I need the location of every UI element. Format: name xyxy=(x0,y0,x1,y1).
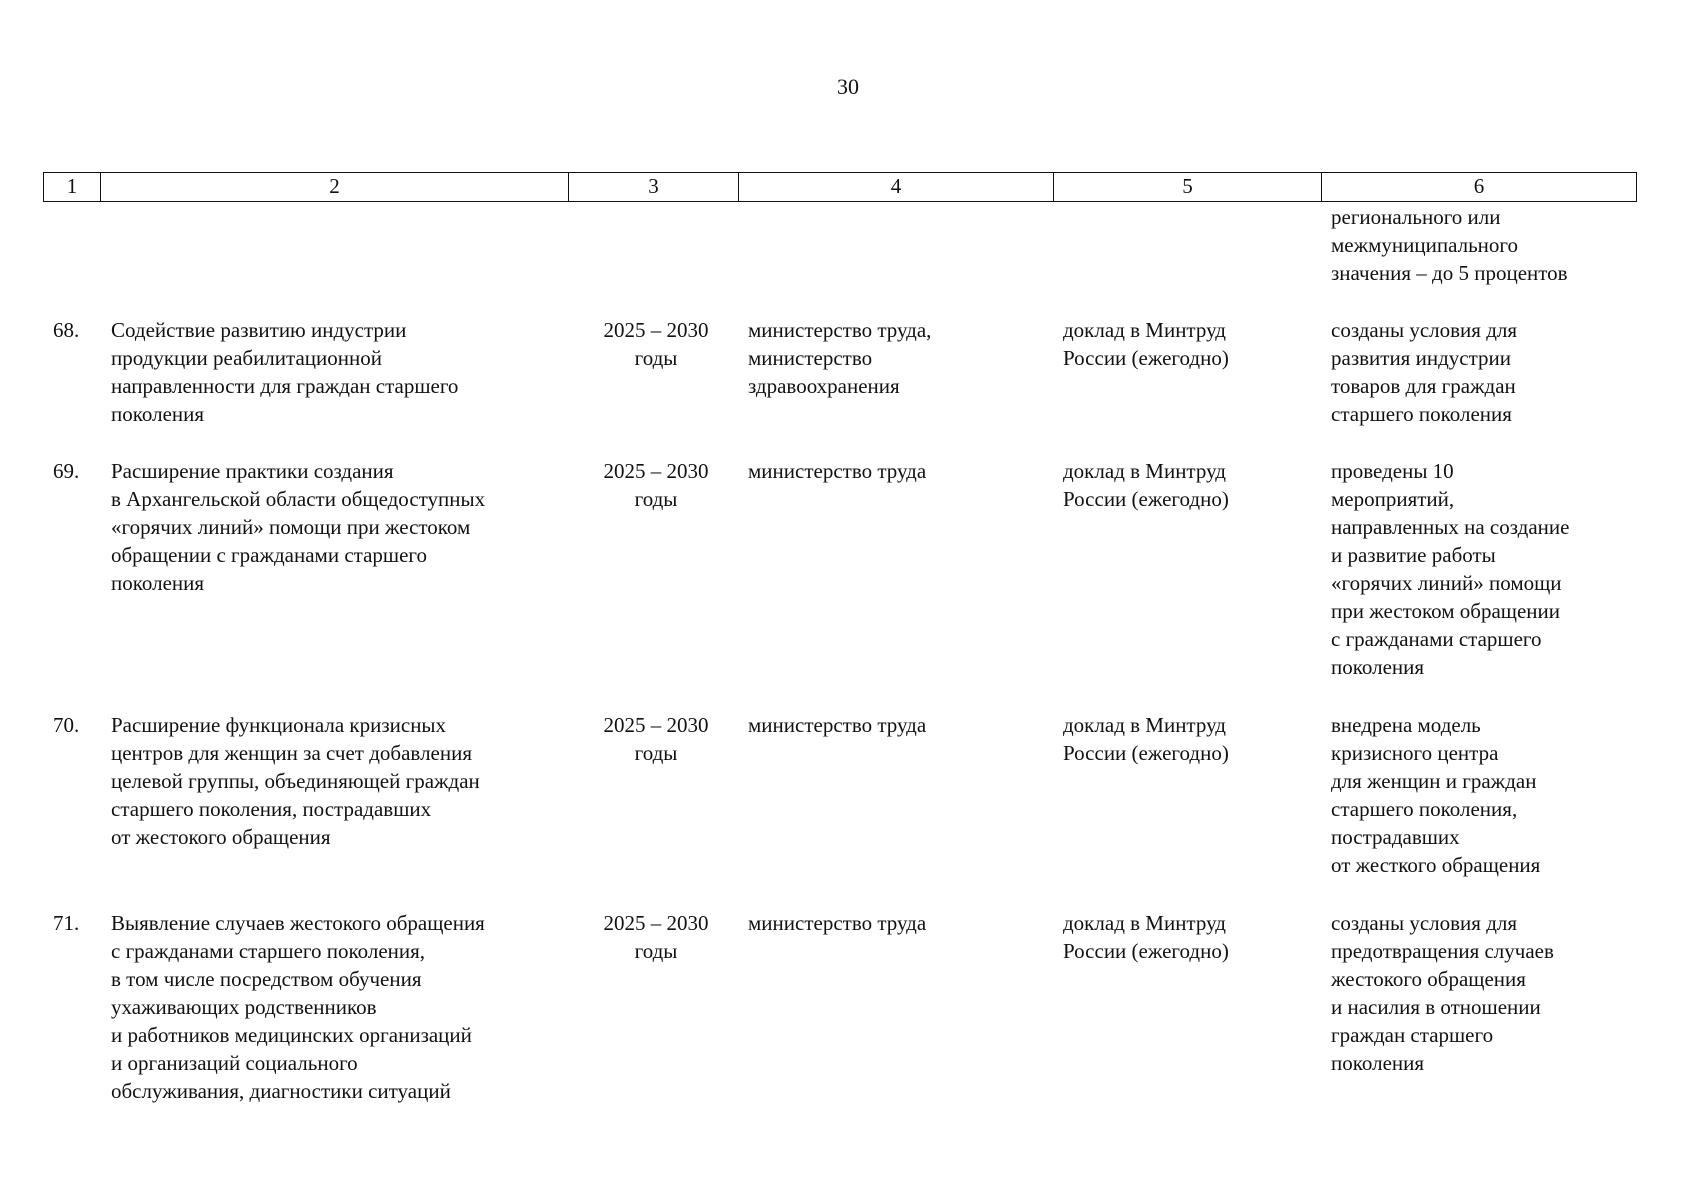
cell-report: доклад в Минтруд России (ежегодно) xyxy=(1063,911,1229,963)
cell-result: созданы условия для предотвращения случаев жестокого обращения и насилия в отношении граждан старшего поколения xyxy=(1331,911,1554,1075)
cell-executor: министерство труда xyxy=(748,713,927,737)
cell-activity: Расширение функционала кризисных центров для женщин за счет добавления целевой группы, объединяющей граждан старшего поколения, пострадавших от жестокого обращения xyxy=(111,713,480,849)
cell-number: 68. xyxy=(53,318,80,342)
column-header-4: 4 xyxy=(739,173,1054,201)
column-header-6: 6 xyxy=(1473,174,1485,198)
cell-term: 2025 – 2030 годы xyxy=(603,318,709,370)
cell-result: регионального или межмуниципального значения – до 5 процентов xyxy=(1331,205,1568,285)
cell-executor: министерство труда xyxy=(748,911,927,935)
cell-number: 70. xyxy=(53,713,80,737)
cell-executor: министерство труда, министерство здравоохранения xyxy=(748,318,932,398)
cell-report: доклад в Минтруд России (ежегодно) xyxy=(1063,459,1229,511)
cell-number: 69. xyxy=(53,459,80,483)
cell-number: 71. xyxy=(53,911,80,935)
table-header-row xyxy=(43,172,1637,202)
cell-result: внедрена модель кризисного центра для женщин и граждан старшего поколения, пострадавших от жесткого обращения xyxy=(1331,713,1541,877)
column-header-5: 5 xyxy=(1054,173,1322,201)
cell-term: 2025 – 2030 годы xyxy=(603,459,709,511)
page-number: 30 xyxy=(837,74,859,99)
cell-term: 2025 – 2030 годы xyxy=(603,713,709,765)
cell-activity: Содействие развитию индустрии продукции реабилитационной направленности для граждан старшего поколения xyxy=(111,318,459,426)
column-header-1: 1 xyxy=(44,173,101,201)
cell-result: созданы условия для развития индустрии товаров для граждан старшего поколения xyxy=(1331,318,1518,426)
cell-term: 2025 – 2030 годы xyxy=(603,911,709,963)
cell-result: проведены 10 мероприятий, направленных на создание и развитие работы «горячих линий» помощи при жестоком обращении с гражданами старшего поколения xyxy=(1331,459,1570,679)
cell-report: доклад в Минтруд России (ежегодно) xyxy=(1063,713,1229,765)
cell-report: доклад в Минтруд России (ежегодно) xyxy=(1063,318,1229,370)
cell-activity: Выявление случаев жестокого обращения с гражданами старшего поколения, в том числе посредством обучения ухаживающих родственников и работников медицинских организаций и организаций социального обслуживания, диагностики ситуаций xyxy=(111,911,485,1103)
column-header-3: 3 xyxy=(569,173,739,201)
cell-executor: министерство труда xyxy=(748,459,927,483)
column-header-2: 2 xyxy=(101,173,569,201)
cell-activity: Расширение практики создания в Архангельской области общедоступных «горячих линий» помощи при жестоком обращении с гражданами старшего поколения xyxy=(111,459,486,595)
